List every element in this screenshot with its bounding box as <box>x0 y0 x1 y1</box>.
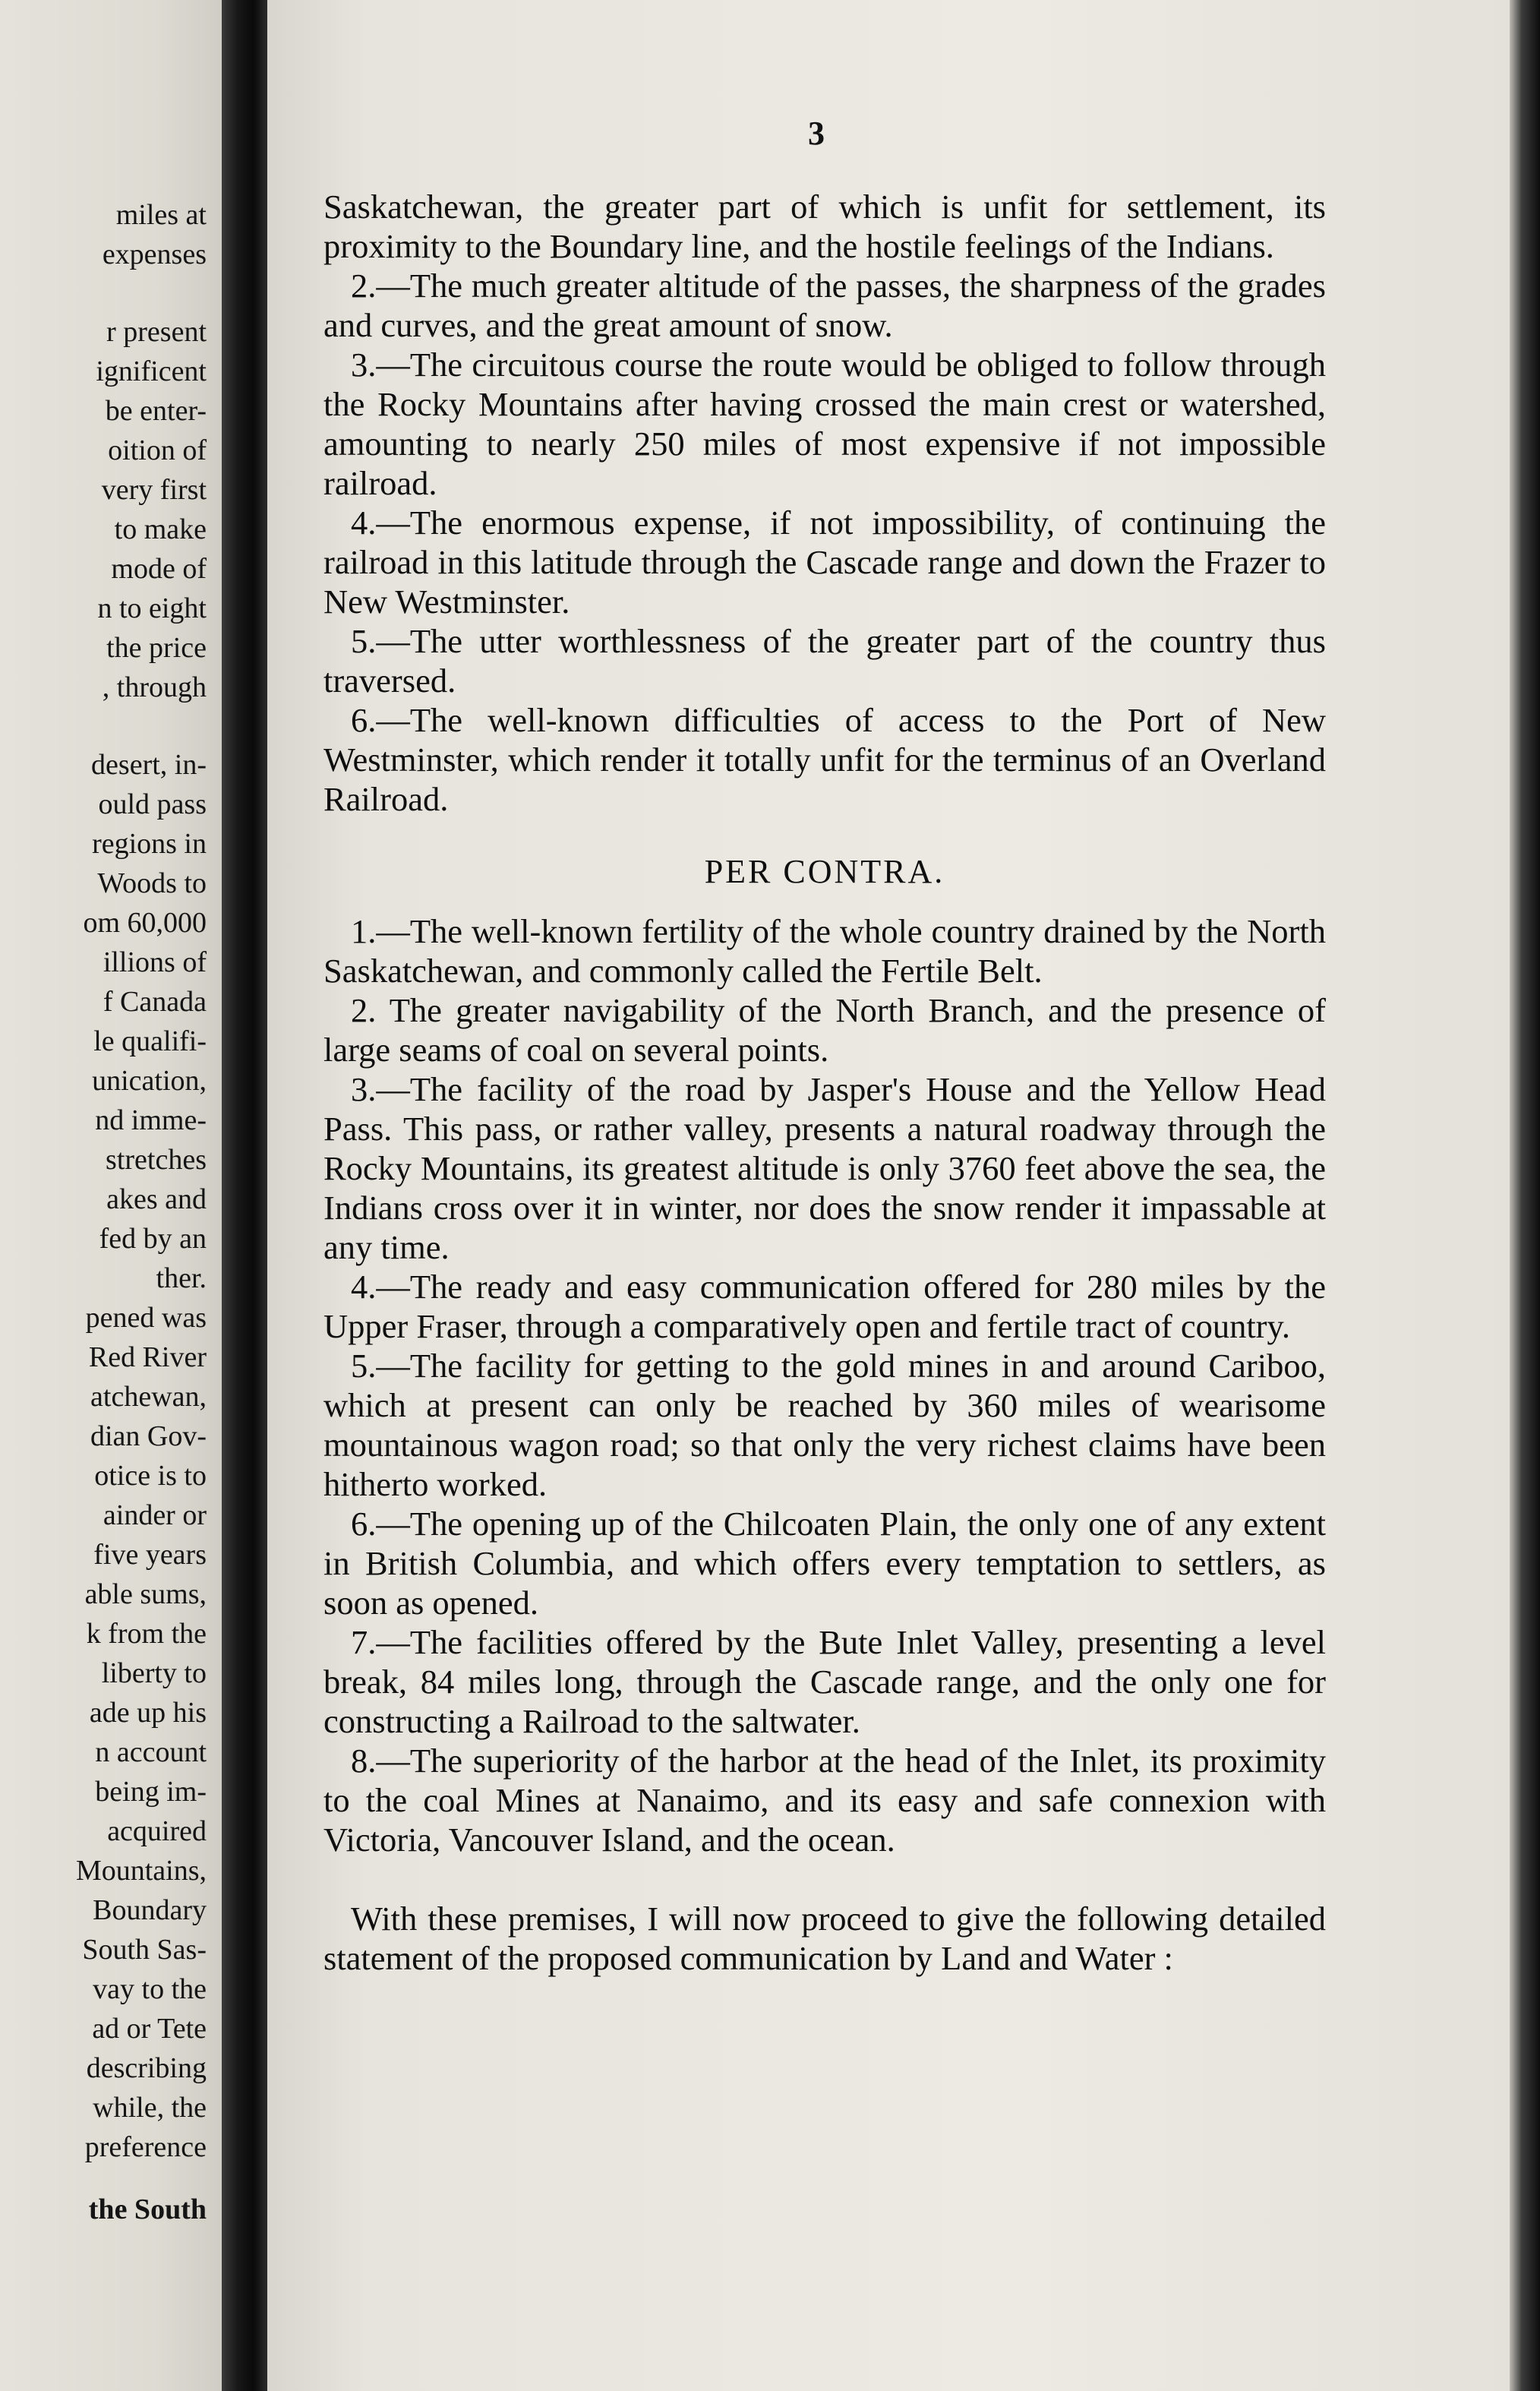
left-page-line: while, the <box>93 2092 207 2124</box>
left-page-line: being im- <box>95 1776 207 1808</box>
left-page-line: atchewan, <box>90 1381 207 1413</box>
left-page-line: fed by an <box>99 1223 207 1255</box>
left-page-line: om 60,000 <box>83 907 207 939</box>
left-page-line: f Canada <box>103 986 207 1018</box>
left-page-line: r present <box>106 316 207 348</box>
paragraph-continued: Saskatchewan, the greater part of which is unfit for settlement, its proximity to the Boundary line, and the hostile feelings of the Indians. <box>323 188 1326 265</box>
left-page-line: , through <box>102 671 207 703</box>
left-page-line: desert, in- <box>91 749 207 781</box>
left-page-line: oition of <box>108 434 207 466</box>
left-page-line: k from the <box>86 1618 207 1650</box>
left-page-line: stretches <box>106 1144 207 1176</box>
left-page-line: expenses <box>102 238 207 270</box>
left-page-line: n to eight <box>97 592 207 624</box>
left-page-line: le qualifi- <box>93 1025 207 1057</box>
left-page-line: the price <box>106 632 207 664</box>
left-page-line: able sums, <box>84 1578 207 1610</box>
contra-item-5: 5.—The facility for getting to the gold mines in and around Cariboo, which at present can only be reached by 360 miles of wearisome mountainous wagon road; so that only the very richest claims have been hitherto worked. <box>323 1347 1326 1503</box>
left-page-line: regions in <box>92 828 207 860</box>
left-page-line: very first <box>101 474 207 506</box>
list-item-3: 3.—The circuitous course the route would be obliged to follow through the Rocky Mountains after having crossed the main crest or watershed, amounting to nearly 250 miles of most expensive if not impossible railroad. <box>323 346 1326 502</box>
left-page-line: n account <box>95 1736 207 1768</box>
left-page-line: ignificent <box>96 355 207 387</box>
left-page-line: vay to the <box>93 1973 207 2005</box>
left-page-line: akes and <box>106 1183 207 1215</box>
left-page-line: ainder or <box>103 1499 207 1531</box>
left-page-line: acquired <box>107 1815 207 1847</box>
section-heading: PER CONTRA. <box>704 853 945 890</box>
left-page-line: ther. <box>156 1262 207 1294</box>
closing-paragraph: With these premises, I will now proceed to give the following detailed statement of the proposed communication by Land and Water : <box>323 1900 1326 1977</box>
left-page-line: the South <box>88 2194 207 2225</box>
contra-item-4: 4.—The ready and easy communication offered for 280 miles by the Upper Fraser, through a comparatively open and fertile tract of country. <box>323 1268 1326 1345</box>
contra-item-3: 3.—The facility of the road by Jasper's House and the Yellow Head Pass. This pass, or rather valley, presents a natural roadway through the Rocky Mountains, its greatest altitude is only 3760 feet above the sea, the Indians cross over it in winter, nor does the snow render it impassable at any time. <box>323 1070 1326 1266</box>
main-text-column <box>323 187 1326 1978</box>
contra-item-6: 6.—The opening up of the Chilcoaten Plain, the only one of any extent in British Columbia, and which offers every temptation to settlers, as soon as opened. <box>323 1505 1326 1622</box>
left-page-line: otice is to <box>94 1460 207 1492</box>
left-page-line: Red River <box>88 1341 207 1373</box>
left-page-line: describing <box>86 2052 207 2084</box>
left-page-line: to make <box>114 513 207 545</box>
left-page-line: unication, <box>92 1065 207 1097</box>
list-item-4: 4.—The enormous expense, if not impossibility, of continuing the railroad in this latitude through the Cascade range and down the Frazer to New Westminster. <box>323 504 1326 621</box>
left-page-line: preference <box>84 2131 207 2163</box>
book-gutter <box>222 0 267 2391</box>
left-page-line: illions of <box>103 946 207 978</box>
left-page-line: be enter- <box>105 395 207 427</box>
left-page-line: Woods to <box>97 867 207 899</box>
left-page-line: Boundary <box>93 1894 207 1926</box>
contra-item-7: 7.—The facilities offered by the Bute Inlet Valley, presenting a level break, 84 miles long, through the Cascade range, and the only one for constructing a Railroad to the saltwater. <box>323 1623 1326 1740</box>
right-page-edge <box>1510 0 1540 2391</box>
paragraph-gap <box>323 1859 1326 1899</box>
left-page-line: miles at <box>115 199 207 231</box>
left-page-line: five years <box>93 1539 207 1571</box>
list-item-5: 5.—The utter worthlessness of the greater part of the country thus traversed. <box>323 622 1326 700</box>
left-page-line: pened was <box>85 1302 207 1334</box>
list-item-6: 6.—The well-known difficulties of access to the Port of New Westminster, which render it totally unfit for the terminus of an Overland Railroad. <box>323 701 1326 818</box>
contra-item-1: 1.—The well-known fertility of the whole country drained by the North Saskatchewan, and commonly called the Fertile Belt. <box>323 912 1326 990</box>
left-page-line: ad or Tete <box>92 2013 207 2045</box>
list-item-2: 2.—The much greater altitude of the passes, the sharpness of the grades and curves, and the great amount of snow. <box>323 267 1326 344</box>
left-page-line: dian Gov- <box>90 1420 207 1452</box>
left-page-line: nd imme- <box>95 1104 207 1136</box>
left-page-line: liberty to <box>101 1657 207 1689</box>
left-page-line: Mountains, <box>75 1855 207 1887</box>
contra-item-8: 8.—The superiority of the harbor at the head of the Inlet, its proximity to the coal Mines at Nanaimo, and its easy and safe connexion with Victoria, Vancouver Island, and the ocean. <box>323 1742 1326 1859</box>
left-page-line: South Sas- <box>82 1934 207 1966</box>
contra-item-2: 2. The greater navigability of the North Branch, and the presence of large seams of coal on several points. <box>323 991 1326 1069</box>
left-page-line: mode of <box>111 553 207 585</box>
page-number: 3 <box>808 115 825 152</box>
left-page-line: ade up his <box>89 1697 207 1729</box>
left-page-line: ould pass <box>98 788 207 820</box>
left-page-fragment <box>0 0 222 2391</box>
